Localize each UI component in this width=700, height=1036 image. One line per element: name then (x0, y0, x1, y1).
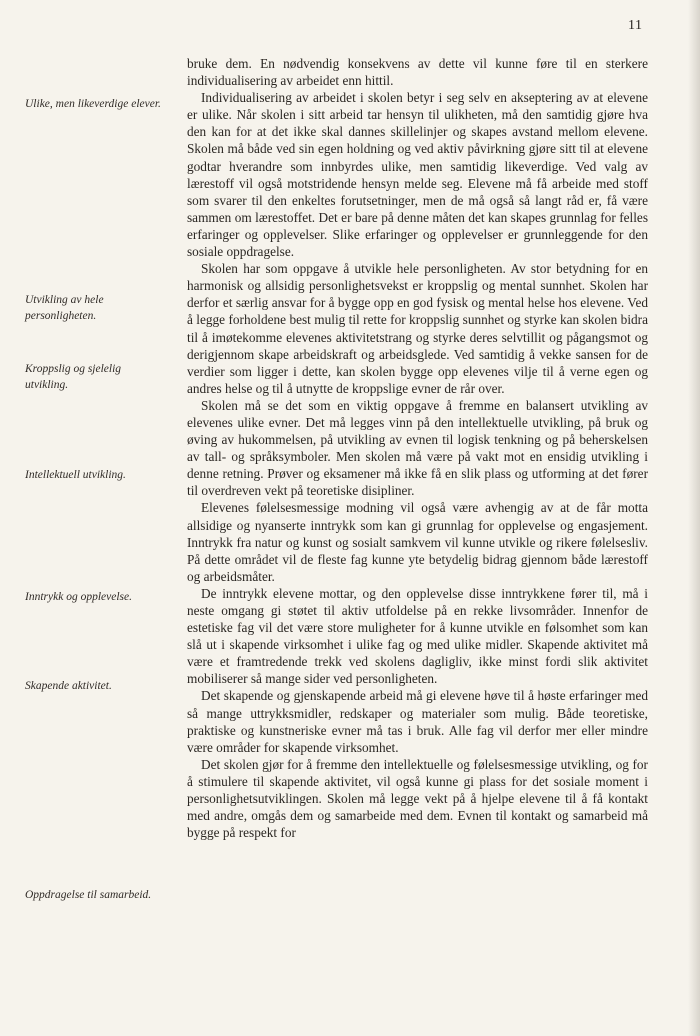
page-edge-shadow (688, 0, 700, 1036)
paragraph: Det skapende og gjenskapende arbeid må gi elevene høve til å høste erfaringer med så mange uttrykksmidler, redskaper og materialer som mulig. Både teoretiske, praktiske og kunstneriske evner må tas i bruk. Alle fag vil derfor mer eller mindre være områder for skapende virksomhet. (187, 688, 648, 755)
margin-note-inntrykk-opplevelse: Inntrykk og opplevelse. (25, 591, 132, 603)
body-text (187, 55, 648, 841)
margin-note-ulike-elever: Ulike, men likeverdige elever. (25, 98, 161, 110)
paragraph: Individualisering av arbeidet i skolen betyr i seg selv en akseptering av at elevene er ulike. Når skolen i sitt arbeid tar hensyn til ulikheten, må den samtidig gjøre hva den kan for at det ikke skal dannes skillelinjer og skapes avstand mellom elevene. Skolen må både ved sin egen holdning og ved aktiv påvirkning gjøre sitt til at elevene godtar hverandre som innbyrdes ulike, men samtidig likeverdige. Ved valg av lærestoff vil også motstridende hensyn melde seg. Elevene må få arbeide med stoff som svarer til den enkeltes forutsetninger, men de må også så langt råd er, få være sammen om lærestoffet. Det er bare på denne måten det kan skapes grunnlag for felles erfaringer og opplevelser. Slike erfaringer og opplevelser er grunnleggende for den sosiale oppdragelse. (187, 90, 648, 260)
paragraph: Det skolen gjør for å fremme den intellektuelle og følelsesmessige utvikling, og for å stimulere til skapende aktivitet, vil også kunne gi plass for det sosiale moment i personlighetsutviklingen. Skolen må legge vekt på å hjelpe elevene til å få kontakt med andre, omgås dem og samarbeide med dem. Evnen til kontakt og samarbeid må bygge på respekt for (187, 756, 648, 841)
margin-note-skapende-aktivitet: Skapende aktivitet. (25, 680, 112, 692)
paragraph: bruke dem. En nødvendig konsekvens av dette vil kunne føre til en sterkere individualisering av arbeidet enn hittil. (187, 56, 648, 89)
margin-note-oppdragelse-samarbeid: Oppdragelse til samarbeid. (25, 889, 152, 901)
paragraph: Elevenes følelsesmessige modning vil også være avhengig av at de får motta allsidige og nyanserte inntrykk som kan gi grunnlag for opplevelse og engasjement. Inntrykk fra natur og kunst og sosialt samkvem vil kunne utvikle og rikere følelsesliv. På dette området vil de fleste fag kunne yte betydelig bidrag gjennom både lærestoff og arbeidsmåter. (187, 500, 648, 584)
paragraph: De inntrykk elevene mottar, og den opplevelse disse inntrykkene fører til, må i neste omgang gi støtet til aktiv utfoldelse på en rekke livsområder. Innenfor de estetiske fag vil det være store muligheter for å kunne utvikle en følsomhet som kan slå ut i skapende virksomhet i ulike fag og med ulike midler. Skapende aktivitet må være et framtredende trekk ved skolens dagligliv, ikke minst fordi slik aktivitet mobiliserer så mange sider ved personligheten. (187, 585, 648, 687)
paragraph: Skolen må se det som en viktig oppgave å fremme en balansert utvikling av elevenes ulike evner. Det må legges vinn på den intellektuelle utvikling, på bruk og øving av hukommelsen, på utvikling av evnen til logisk tenkning og på beherskelsen av tall- og språksymboler. Men skolen må være på vakt mot en ensidig utvikling i denne retning. Prøver og eksamener må ikke få en slik plass og utforming at det fører til overdreven vekt på teoretiske disipliner. (187, 397, 648, 499)
page-number: 11 (628, 18, 643, 33)
margin-note-hele-personligheten: Utvikling av hele personligheten. (25, 294, 104, 322)
margin-note-intellektuell: Intellektuell utvikling. (25, 469, 126, 481)
paragraph: Skolen har som oppgave å utvikle hele personligheten. Av stor betydning for en harmonisk og allsidig personlighetsvekst er kroppslig og mental sunnhet. Skolen har derfor et særlig ansvar for å bygge opp en god fysisk og mental helse hos elevene. Ved å legge forholdene best mulig til rette for kroppslig sunnhet og styrke kan skolen bidra til å imøtekomme elevenes aktivitetstrang og styrke deres selvtillit og pågangsmot og derigjennom skape arbeidskraft og arbeidsglede. Ved samtidig å vekke sansen for de verdier som ligger i dette, kan skolen bygge opp elevenes vilje til å verne egen og andres helse og til å utnytte de kroppslige evner de rår over. (187, 261, 648, 396)
margin-note-kroppslig-sjelelig: Kroppslig og sjelelig utvikling. (25, 363, 122, 391)
